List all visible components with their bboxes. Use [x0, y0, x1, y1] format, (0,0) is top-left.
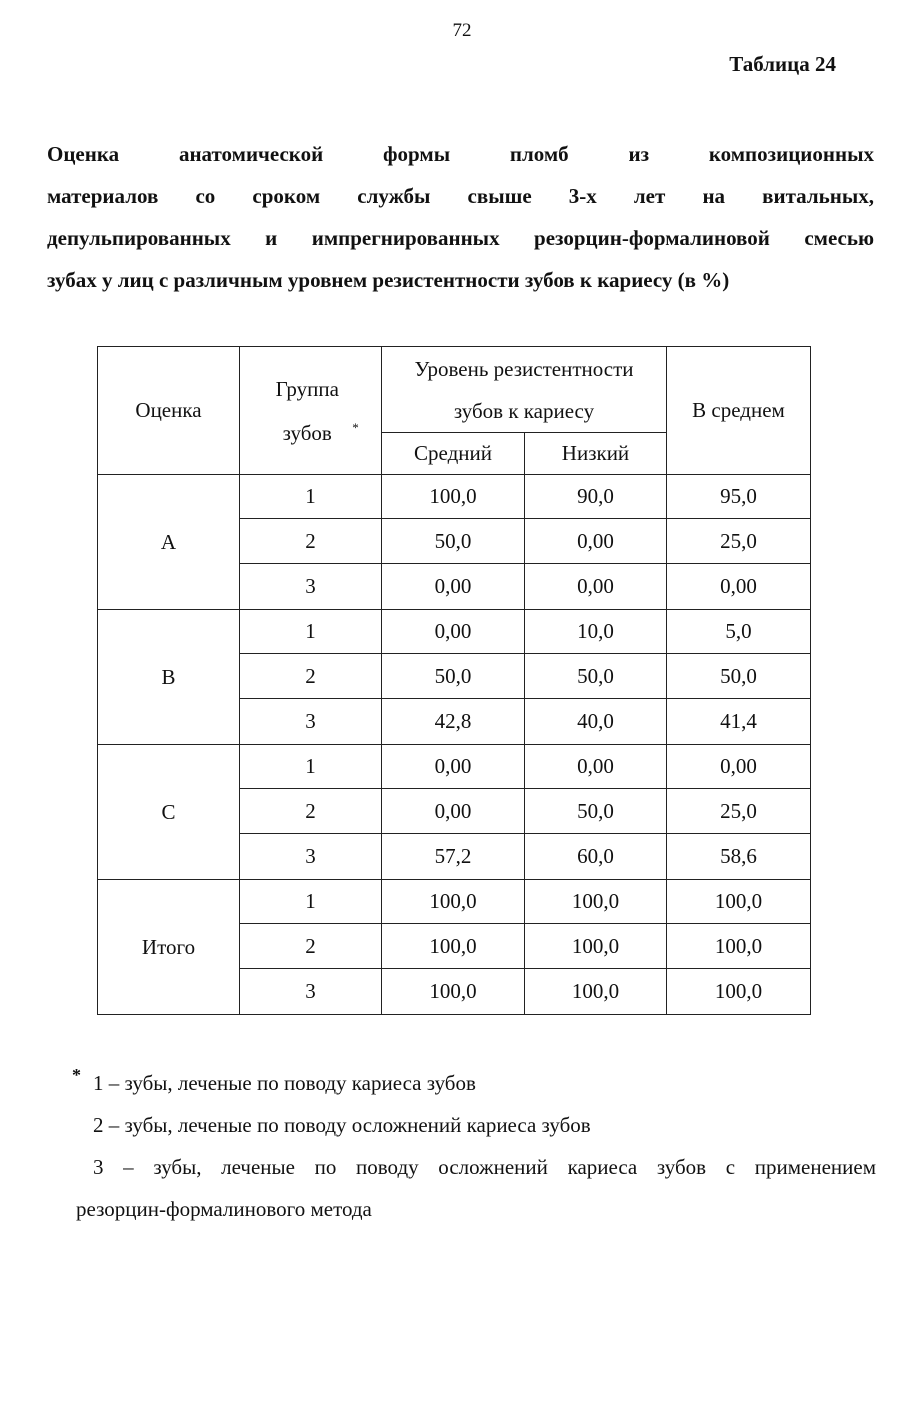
footnote-item: 1 – зубы, леченые по поводу кариеса зубов: [93, 1071, 476, 1095]
group-cell: 3: [240, 834, 382, 880]
average-cell: 41,4: [667, 699, 811, 745]
low-cell: 60,0: [525, 834, 667, 880]
header-average: В среднем: [667, 347, 811, 475]
group-cell: 3: [240, 699, 382, 745]
low-cell: 10,0: [525, 610, 667, 654]
header-score: Оценка: [98, 347, 240, 475]
table-row: [98, 880, 811, 924]
group-cell: 2: [240, 519, 382, 564]
group-cell: 3: [240, 969, 382, 1015]
medium-cell: 0,00: [382, 564, 525, 610]
footnote-item: 3 – зубы, леченые по поводу осложнений кариеса зубов с применением: [93, 1155, 876, 1179]
medium-cell: 100,0: [382, 880, 525, 924]
medium-cell: 50,0: [382, 654, 525, 699]
score-cell: A: [98, 475, 240, 610]
low-cell: 100,0: [525, 924, 667, 969]
header-medium: Средний: [382, 433, 525, 475]
medium-cell: 50,0: [382, 519, 525, 564]
low-cell: 100,0: [525, 969, 667, 1015]
group-cell: 1: [240, 475, 382, 519]
group-cell: 1: [240, 745, 382, 789]
score-cell: Итого: [98, 880, 240, 1015]
average-cell: 25,0: [667, 519, 811, 564]
average-cell: 100,0: [667, 880, 811, 924]
title-line: Оценка анатомической формы пломб из композиционных: [47, 142, 874, 166]
medium-cell: 100,0: [382, 924, 525, 969]
medium-cell: 57,2: [382, 834, 525, 880]
table-row: [98, 610, 811, 654]
medium-cell: 0,00: [382, 789, 525, 834]
title-line: материалов со сроком службы свыше 3-х лет на витальных,: [47, 184, 874, 208]
header-group: [240, 347, 382, 475]
low-cell: 50,0: [525, 789, 667, 834]
footnote-item: 2 – зубы, леченые по поводу осложнений кариеса зубов: [93, 1113, 591, 1137]
average-cell: 100,0: [667, 969, 811, 1015]
table-row: [98, 745, 811, 789]
group-cell: 2: [240, 924, 382, 969]
average-cell: 58,6: [667, 834, 811, 880]
header-group-mark: *: [352, 419, 359, 435]
footnotes: [72, 1062, 876, 1230]
low-cell: 40,0: [525, 699, 667, 745]
medium-cell: 0,00: [382, 610, 525, 654]
table-row: [98, 475, 811, 519]
low-cell: 50,0: [525, 654, 667, 699]
title-line: зубах у лиц с различным уровнем резистентности зубов к кариесу (в %): [47, 268, 730, 292]
average-cell: 0,00: [667, 745, 811, 789]
page-number: 72: [452, 20, 472, 41]
low-cell: 100,0: [525, 880, 667, 924]
footnote-mark: *: [72, 1065, 81, 1085]
footnote-item: резорцин-формалинового метода: [76, 1197, 372, 1221]
group-cell: 3: [240, 564, 382, 610]
low-cell: 0,00: [525, 564, 667, 610]
medium-cell: 100,0: [382, 475, 525, 519]
average-cell: 95,0: [667, 475, 811, 519]
average-cell: 50,0: [667, 654, 811, 699]
header-low: Низкий: [525, 433, 667, 475]
header-resistance: [382, 347, 667, 433]
score-cell: B: [98, 610, 240, 745]
header-resistance-label: Уровень резистентности зубов к кариесу: [414, 356, 634, 423]
average-cell: 100,0: [667, 924, 811, 969]
table-title: [47, 133, 874, 301]
table-label: Таблица 24: [729, 52, 836, 76]
group-cell: 2: [240, 789, 382, 834]
results-table: [97, 346, 811, 1015]
low-cell: 0,00: [525, 745, 667, 789]
low-cell: 90,0: [525, 475, 667, 519]
score-cell: C: [98, 745, 240, 880]
medium-cell: 42,8: [382, 699, 525, 745]
medium-cell: 100,0: [382, 969, 525, 1015]
average-cell: 0,00: [667, 564, 811, 610]
title-line: депульпированных и импрегнированных резорцин-формалиновой смесью: [47, 226, 874, 250]
group-cell: 1: [240, 610, 382, 654]
group-cell: 1: [240, 880, 382, 924]
average-cell: 25,0: [667, 789, 811, 834]
header-group-label: Группа зубов: [275, 376, 339, 445]
low-cell: 0,00: [525, 519, 667, 564]
average-cell: 5,0: [667, 610, 811, 654]
group-cell: 2: [240, 654, 382, 699]
medium-cell: 0,00: [382, 745, 525, 789]
